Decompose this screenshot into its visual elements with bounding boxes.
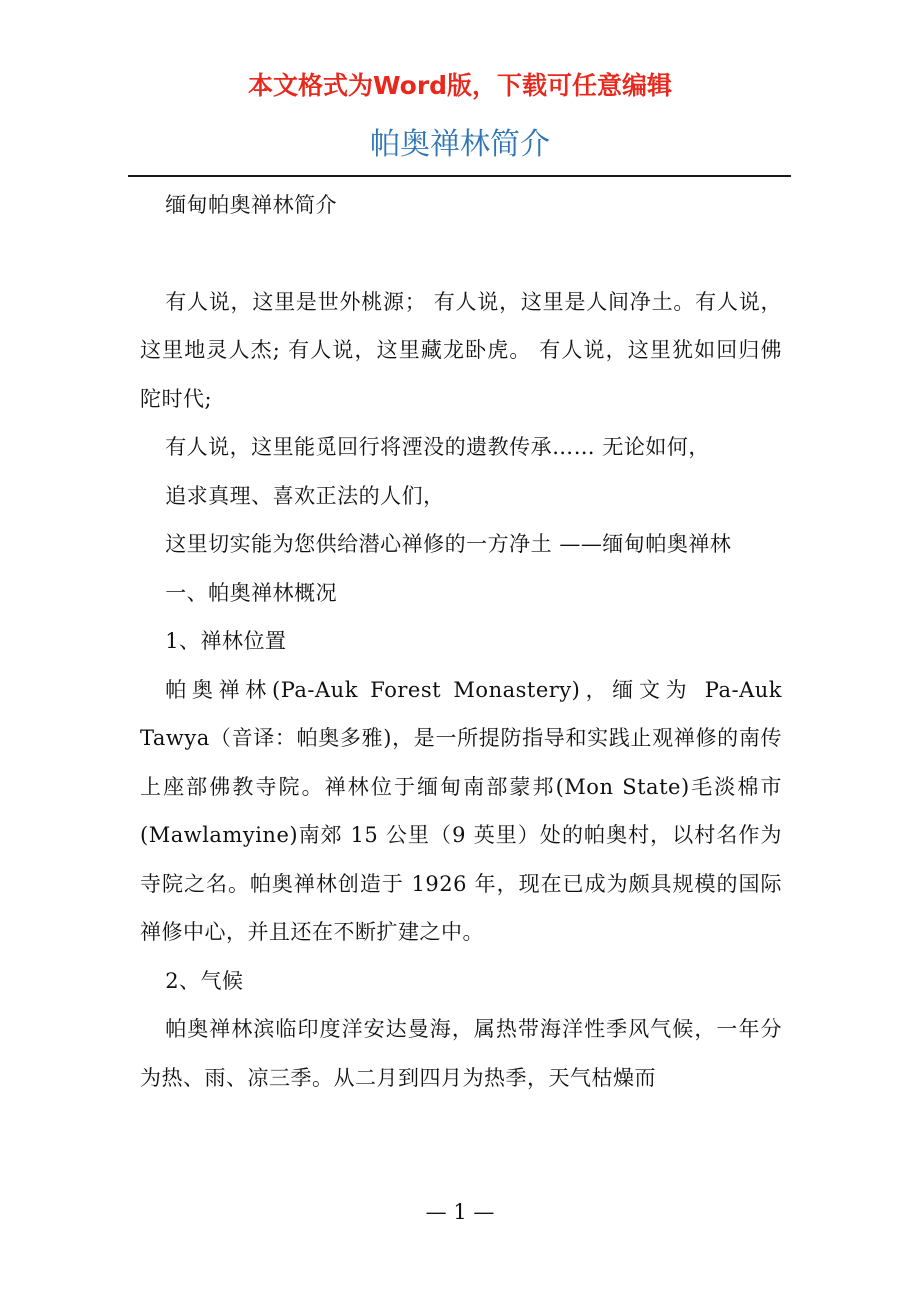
location-paragraph: 帕奥禅林(Pa-Auk Forest Monastery)，缅文为 Pa-Auk Tawya（音译：帕奥多雅)，是一所提防指导和实践止观禅修的南传上座部佛教寺院。禅林位于缅甸南部蒙邦(Mon State)毛淡棉市(Mawlamyine)南郊 15 公里（9 英里）处的帕奥村，以村名作为寺院之名。帕奥禅林创造于 1926 年，现在已成为颇具规模的国际禅修中心，并且还在不断扩建之中。 [140,677,782,944]
page-number: — 1 — [425,1200,495,1224]
subtitle-paragraph: 缅甸帕奥禅林简介 [165,193,338,217]
intro-paragraph-2: 有人说，这里能觅回行将湮没的遗教传承…… 无论如何， [165,435,710,459]
title-divider [128,175,791,177]
intro-paragraph-3: 追求真理、喜欢正法的人们， [165,483,445,508]
download-banner: 本文格式为Word版，下载可任意编辑 [247,71,673,100]
intro-paragraph: 有人说，这里是世外桃源； 有人说，这里是人间净土。有人说，这里地灵人杰; 有人说，这里藏龙卧虎。 有人说，这里犹如回归佛陀时代; [140,289,782,411]
document-body [140,181,782,1102]
subsection-heading-location: 1、禅林位置 [165,629,287,653]
climate-paragraph: 帕奥禅林滨临印度洋安达曼海，属热带海洋性季风气候，一年分为热、雨、凉三季。从二月到四月为热季，天气枯燥而 [140,1017,782,1090]
subsection-heading-climate: 2、气候 [165,968,244,993]
section-heading-overview: 一、帕奥禅林概况 [165,580,338,605]
intro-paragraph-4: 这里切实能为您供给潜心禅修的一方净土 ——缅甸帕奥禅林 [165,532,732,556]
document-title: 帕奥禅林简介 [370,127,550,162]
